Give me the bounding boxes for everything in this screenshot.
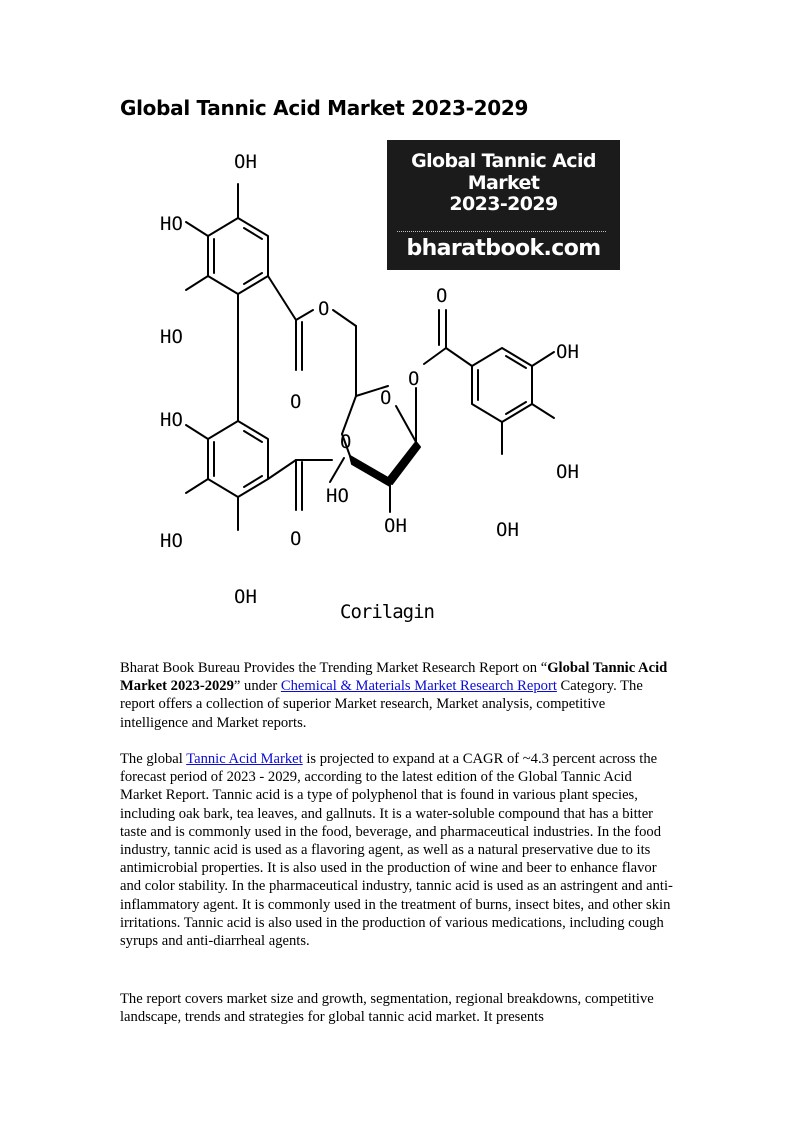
category-link[interactable]: Chemical & Materials Market Research Report: [280, 678, 557, 695]
atom-label-o: O: [436, 285, 448, 307]
report-banner: [387, 140, 620, 270]
atom-label-ho: HO: [160, 213, 183, 235]
atom-label-oh: OH: [234, 151, 257, 173]
intro-paragraph: [120, 659, 676, 732]
banner-title: Global Tannic Acid Market: [411, 150, 596, 194]
report-coverage-paragraph: The report covers market size and growth, segmentation, regional breakdowns, competitive landscape, trends and strategies for global tannic acid market. It presents: [120, 991, 654, 1026]
molecule-caption: Corilagin: [340, 601, 434, 623]
intro-text: Bharat Book Bureau Provides the Trending Market Research Report on “: [120, 660, 548, 676]
market-text: is projected to expand at a CAGR of ~4.3 percent across the forecast period of 2023 - 2029, according to the latest edition of the Global Tannic Acid Market Report. Tannic acid is a type of polyphenol that is found in various plant species, including oak bark, tea leaves, and gallnuts. It is a water-soluble compound that has a bitter taste and is commonly used in the food, beverage, and pharmaceutical industries. In the food industry, tannic acid is used as a flavoring agent, as well as a natural preservative due to its antimicrobial properties. It is also used in the production of wine and beer to enhance flavor and color stability. In the pharmaceutical industry, tannic acid is used as an astringent and anti-inflammatory agent. It is commonly used in the treatment of burns, insect bites, and other skin irritations. Tannic acid is also used in the production of various medications, including cough syrups and anti-diarrheal agents.: [120, 751, 673, 950]
atom-label-ho: HO: [160, 326, 183, 348]
under-text: ” under: [233, 678, 281, 695]
atom-label-oh: OH: [556, 341, 579, 363]
atom-label-oh: OH: [384, 515, 407, 537]
intro-rest: Category. The report offers a collection of superior Market research, Market analysis, competitive intelligence and Market reports.: [120, 678, 643, 731]
banner-years: 2023-2029: [449, 193, 558, 215]
atom-label-o: O: [290, 528, 302, 550]
atom-label-ho: HO: [160, 530, 183, 552]
market-paragraph: [120, 750, 676, 950]
atom-label-oh: OH: [496, 519, 519, 541]
atom-label-oh: OH: [234, 586, 257, 608]
atom-label-o: O: [290, 391, 302, 413]
banner-divider: [397, 231, 606, 232]
atom-label-ho: HO: [160, 409, 183, 431]
atom-label-o: O: [318, 298, 330, 320]
banner-website: bharatbook.com: [406, 236, 601, 261]
tannic-acid-market-link[interactable]: Tannic Acid Market: [186, 751, 303, 767]
atom-label-oh: OH: [556, 461, 579, 483]
atom-label-o: O: [380, 387, 392, 409]
document-title: Global Tannic Acid Market 2023-2029: [120, 96, 529, 120]
report-name: Global Tannic Acid Market 2023-2029: [120, 660, 668, 695]
atom-label-ho: HO: [326, 485, 349, 507]
atom-label-o: O: [340, 431, 352, 453]
atom-label-o: O: [408, 368, 420, 390]
market-lead: The global: [120, 751, 187, 767]
